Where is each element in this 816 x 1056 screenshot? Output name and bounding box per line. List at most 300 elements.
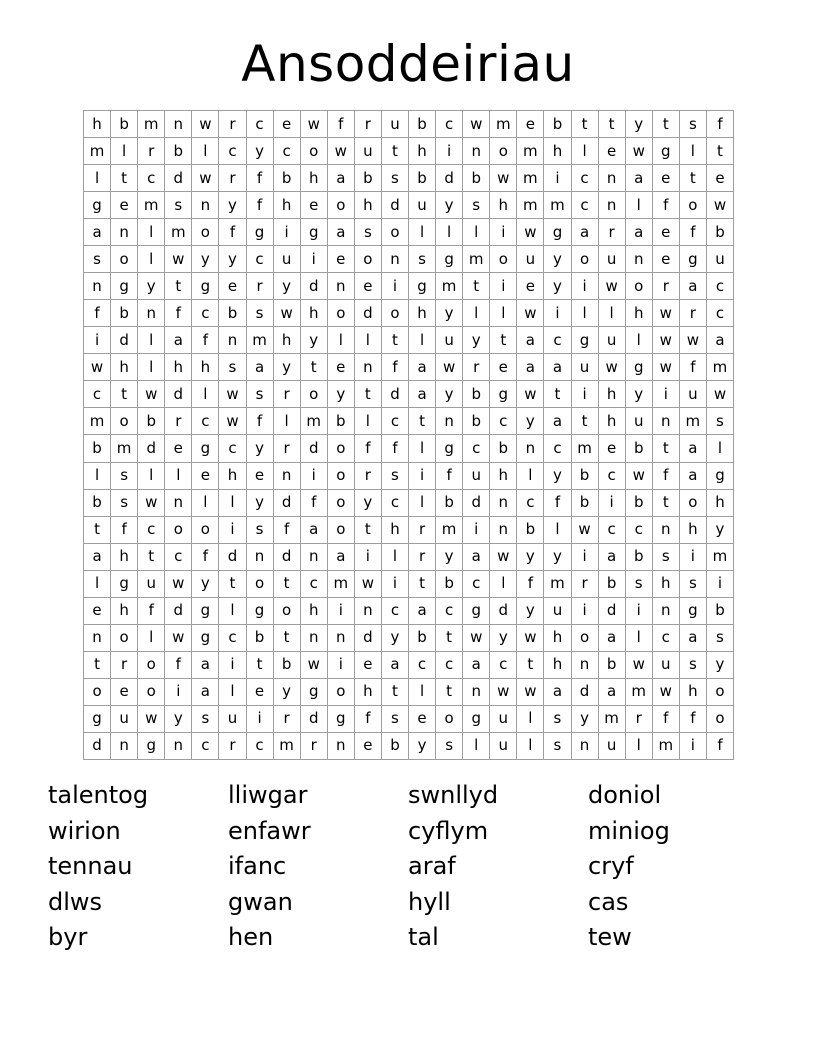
grid-cell[interactable]: w — [192, 111, 219, 138]
grid-cell[interactable]: y — [247, 435, 274, 462]
grid-cell[interactable]: y — [626, 111, 653, 138]
grid-cell[interactable]: l — [138, 327, 165, 354]
grid-cell[interactable]: t — [599, 111, 626, 138]
grid-cell[interactable]: u — [680, 381, 707, 408]
grid-cell[interactable]: t — [707, 138, 734, 165]
grid-cell[interactable]: s — [247, 381, 274, 408]
grid-cell[interactable]: a — [409, 381, 436, 408]
grid-cell[interactable]: y — [165, 706, 192, 733]
grid-cell[interactable]: r — [247, 273, 274, 300]
grid-cell[interactable]: t — [111, 381, 138, 408]
grid-cell[interactable]: h — [274, 192, 301, 219]
grid-cell[interactable]: o — [490, 246, 517, 273]
grid-cell[interactable]: a — [544, 679, 571, 706]
grid-cell[interactable]: i — [544, 165, 571, 192]
grid-cell[interactable]: b — [707, 219, 734, 246]
grid-cell[interactable]: i — [490, 219, 517, 246]
grid-cell[interactable]: h — [490, 192, 517, 219]
grid-cell[interactable]: c — [165, 544, 192, 571]
grid-cell[interactable]: w — [572, 517, 599, 544]
grid-cell[interactable]: d — [84, 733, 111, 760]
grid-cell[interactable]: t — [436, 625, 463, 652]
grid-cell[interactable]: b — [247, 625, 274, 652]
grid-cell[interactable]: s — [219, 354, 246, 381]
grid-cell[interactable]: o — [301, 138, 328, 165]
grid-cell[interactable]: b — [572, 463, 599, 490]
grid-cell[interactable]: l — [599, 300, 626, 327]
grid-cell[interactable]: l — [355, 408, 382, 435]
grid-cell[interactable]: y — [626, 381, 653, 408]
grid-cell[interactable]: d — [301, 435, 328, 462]
grid-cell[interactable]: s — [192, 706, 219, 733]
grid-cell[interactable]: w — [517, 625, 544, 652]
grid-cell[interactable]: m — [599, 706, 626, 733]
grid-cell[interactable]: a — [382, 652, 409, 679]
grid-cell[interactable]: n — [599, 192, 626, 219]
grid-cell[interactable]: r — [301, 733, 328, 760]
grid-cell[interactable]: l — [572, 138, 599, 165]
grid-cell[interactable]: d — [382, 381, 409, 408]
grid-cell[interactable]: o — [572, 246, 599, 273]
grid-cell[interactable]: o — [680, 192, 707, 219]
grid-cell[interactable]: c — [382, 598, 409, 625]
grid-cell[interactable]: l — [436, 219, 463, 246]
grid-cell[interactable]: t — [517, 652, 544, 679]
grid-cell[interactable]: e — [490, 354, 517, 381]
grid-cell[interactable]: h — [680, 517, 707, 544]
grid-cell[interactable]: s — [680, 571, 707, 598]
grid-cell[interactable]: y — [436, 300, 463, 327]
grid-cell[interactable]: n — [517, 435, 544, 462]
grid-cell[interactable]: l — [274, 408, 301, 435]
grid-cell[interactable]: e — [653, 219, 680, 246]
grid-cell[interactable]: f — [247, 165, 274, 192]
grid-cell[interactable]: i — [680, 544, 707, 571]
grid-cell[interactable]: a — [544, 408, 571, 435]
grid-cell[interactable]: c — [517, 490, 544, 517]
grid-cell[interactable]: h — [490, 463, 517, 490]
grid-cell[interactable]: f — [355, 706, 382, 733]
grid-cell[interactable]: a — [599, 625, 626, 652]
grid-cell[interactable]: a — [680, 273, 707, 300]
grid-cell[interactable]: y — [490, 625, 517, 652]
grid-cell[interactable]: r — [599, 219, 626, 246]
grid-cell[interactable]: s — [707, 408, 734, 435]
grid-cell[interactable]: m — [111, 435, 138, 462]
grid-cell[interactable]: m — [165, 219, 192, 246]
grid-cell[interactable]: l — [626, 625, 653, 652]
grid-cell[interactable]: t — [653, 435, 680, 462]
grid-cell[interactable]: h — [111, 354, 138, 381]
grid-cell[interactable]: n — [328, 733, 355, 760]
grid-cell[interactable]: c — [707, 300, 734, 327]
grid-cell[interactable]: e — [355, 273, 382, 300]
grid-cell[interactable]: o — [247, 571, 274, 598]
grid-cell[interactable]: e — [409, 706, 436, 733]
grid-cell[interactable]: u — [382, 111, 409, 138]
grid-cell[interactable]: i — [409, 463, 436, 490]
grid-cell[interactable]: t — [274, 571, 301, 598]
grid-cell[interactable]: m — [436, 273, 463, 300]
grid-cell[interactable]: c — [247, 733, 274, 760]
grid-cell[interactable]: e — [707, 165, 734, 192]
grid-cell[interactable]: g — [680, 598, 707, 625]
grid-cell[interactable]: w — [599, 354, 626, 381]
grid-cell[interactable]: d — [165, 165, 192, 192]
grid-cell[interactable]: y — [517, 408, 544, 435]
grid-cell[interactable]: a — [544, 354, 571, 381]
grid-cell[interactable]: y — [544, 463, 571, 490]
grid-cell[interactable]: h — [599, 381, 626, 408]
grid-cell[interactable]: s — [544, 733, 571, 760]
grid-cell[interactable]: n — [490, 517, 517, 544]
grid-cell[interactable]: w — [165, 571, 192, 598]
grid-cell[interactable]: g — [247, 219, 274, 246]
grid-cell[interactable]: i — [463, 517, 490, 544]
grid-cell[interactable]: c — [247, 111, 274, 138]
grid-cell[interactable]: a — [409, 598, 436, 625]
grid-cell[interactable]: d — [355, 300, 382, 327]
grid-cell[interactable]: l — [138, 354, 165, 381]
grid-cell[interactable]: d — [463, 490, 490, 517]
grid-cell[interactable]: u — [490, 706, 517, 733]
grid-cell[interactable]: g — [409, 273, 436, 300]
grid-cell[interactable]: c — [490, 408, 517, 435]
grid-cell[interactable]: f — [247, 192, 274, 219]
grid-cell[interactable]: f — [274, 517, 301, 544]
grid-cell[interactable]: r — [409, 517, 436, 544]
grid-cell[interactable]: e — [599, 435, 626, 462]
grid-cell[interactable]: w — [517, 381, 544, 408]
grid-cell[interactable]: t — [572, 111, 599, 138]
grid-cell[interactable]: f — [138, 598, 165, 625]
grid-cell[interactable]: c — [436, 598, 463, 625]
grid-cell[interactable]: w — [165, 625, 192, 652]
grid-cell[interactable]: y — [219, 192, 246, 219]
grid-cell[interactable]: h — [409, 300, 436, 327]
grid-cell[interactable]: f — [653, 463, 680, 490]
grid-cell[interactable]: a — [572, 219, 599, 246]
grid-cell[interactable]: h — [653, 571, 680, 598]
grid-cell[interactable]: a — [680, 625, 707, 652]
grid-cell[interactable]: s — [544, 706, 571, 733]
grid-cell[interactable]: w — [301, 652, 328, 679]
grid-cell[interactable]: w — [490, 544, 517, 571]
grid-cell[interactable]: l — [84, 571, 111, 598]
grid-cell[interactable]: w — [626, 652, 653, 679]
grid-cell[interactable]: m — [328, 571, 355, 598]
grid-cell[interactable]: u — [355, 138, 382, 165]
grid-cell[interactable]: o — [84, 679, 111, 706]
grid-cell[interactable]: g — [84, 706, 111, 733]
grid-cell[interactable]: e — [355, 652, 382, 679]
grid-cell[interactable]: l — [517, 733, 544, 760]
grid-cell[interactable]: i — [653, 381, 680, 408]
grid-cell[interactable]: l — [84, 165, 111, 192]
grid-cell[interactable]: u — [138, 571, 165, 598]
grid-cell[interactable]: i — [626, 598, 653, 625]
grid-cell[interactable]: e — [274, 111, 301, 138]
grid-cell[interactable]: b — [111, 111, 138, 138]
grid-cell[interactable]: n — [192, 192, 219, 219]
grid-cell[interactable]: o — [382, 300, 409, 327]
grid-cell[interactable]: u — [274, 246, 301, 273]
grid-cell[interactable]: s — [653, 544, 680, 571]
grid-cell[interactable]: o — [328, 435, 355, 462]
grid-cell[interactable]: g — [192, 273, 219, 300]
grid-cell[interactable]: a — [680, 463, 707, 490]
grid-cell[interactable]: g — [111, 571, 138, 598]
grid-cell[interactable]: m — [84, 408, 111, 435]
grid-cell[interactable]: l — [192, 490, 219, 517]
grid-cell[interactable]: l — [626, 327, 653, 354]
grid-cell[interactable]: l — [517, 706, 544, 733]
grid-cell[interactable]: h — [165, 354, 192, 381]
grid-cell[interactable]: s — [626, 571, 653, 598]
grid-cell[interactable]: h — [599, 408, 626, 435]
grid-cell[interactable]: i — [572, 273, 599, 300]
grid-cell[interactable]: y — [138, 273, 165, 300]
grid-cell[interactable]: h — [301, 300, 328, 327]
grid-cell[interactable]: r — [138, 138, 165, 165]
grid-cell[interactable]: t — [653, 490, 680, 517]
grid-cell[interactable]: t — [463, 273, 490, 300]
grid-cell[interactable]: a — [328, 219, 355, 246]
grid-cell[interactable]: s — [680, 652, 707, 679]
grid-cell[interactable]: b — [544, 111, 571, 138]
grid-cell[interactable]: n — [572, 733, 599, 760]
grid-cell[interactable]: b — [490, 435, 517, 462]
grid-cell[interactable]: l — [219, 598, 246, 625]
grid-cell[interactable]: u — [463, 463, 490, 490]
grid-cell[interactable]: o — [328, 463, 355, 490]
grid-cell[interactable]: f — [301, 490, 328, 517]
grid-cell[interactable]: m — [490, 111, 517, 138]
grid-cell[interactable]: c — [653, 625, 680, 652]
grid-cell[interactable]: w — [436, 354, 463, 381]
grid-cell[interactable]: g — [301, 679, 328, 706]
grid-cell[interactable]: n — [274, 463, 301, 490]
grid-cell[interactable]: o — [490, 138, 517, 165]
grid-cell[interactable]: c — [219, 625, 246, 652]
grid-cell[interactable]: c — [192, 408, 219, 435]
grid-cell[interactable]: o — [382, 219, 409, 246]
grid-cell[interactable]: r — [274, 435, 301, 462]
grid-cell[interactable]: r — [355, 111, 382, 138]
grid-cell[interactable]: h — [111, 598, 138, 625]
grid-cell[interactable]: y — [517, 544, 544, 571]
grid-cell[interactable]: c — [626, 517, 653, 544]
grid-cell[interactable]: g — [192, 625, 219, 652]
grid-cell[interactable]: b — [599, 571, 626, 598]
grid-cell[interactable]: w — [192, 165, 219, 192]
grid-cell[interactable]: c — [599, 517, 626, 544]
grid-cell[interactable]: o — [707, 706, 734, 733]
grid-cell[interactable]: g — [490, 381, 517, 408]
grid-cell[interactable]: s — [355, 219, 382, 246]
grid-cell[interactable]: w — [653, 679, 680, 706]
grid-cell[interactable]: b — [463, 408, 490, 435]
grid-cell[interactable]: l — [192, 381, 219, 408]
grid-cell[interactable]: t — [382, 138, 409, 165]
grid-cell[interactable]: l — [626, 192, 653, 219]
grid-cell[interactable]: b — [517, 517, 544, 544]
grid-cell[interactable]: b — [436, 490, 463, 517]
grid-cell[interactable]: i — [544, 300, 571, 327]
grid-cell[interactable]: e — [247, 679, 274, 706]
grid-cell[interactable]: c — [219, 435, 246, 462]
grid-cell[interactable]: i — [382, 273, 409, 300]
grid-cell[interactable]: c — [544, 435, 571, 462]
grid-cell[interactable]: l — [138, 219, 165, 246]
grid-cell[interactable]: t — [382, 679, 409, 706]
grid-cell[interactable]: n — [355, 598, 382, 625]
grid-cell[interactable]: d — [111, 327, 138, 354]
grid-cell[interactable]: f — [328, 111, 355, 138]
grid-cell[interactable]: i — [355, 544, 382, 571]
grid-cell[interactable]: c — [247, 246, 274, 273]
grid-cell[interactable]: m — [572, 435, 599, 462]
grid-cell[interactable]: a — [599, 679, 626, 706]
grid-cell[interactable]: r — [355, 463, 382, 490]
grid-cell[interactable]: w — [626, 138, 653, 165]
grid-cell[interactable]: h — [707, 490, 734, 517]
grid-cell[interactable]: t — [409, 408, 436, 435]
grid-cell[interactable]: n — [626, 246, 653, 273]
grid-cell[interactable]: b — [274, 652, 301, 679]
grid-cell[interactable]: i — [599, 490, 626, 517]
grid-cell[interactable]: t — [680, 165, 707, 192]
grid-cell[interactable]: g — [626, 354, 653, 381]
grid-cell[interactable]: t — [436, 679, 463, 706]
grid-cell[interactable]: n — [599, 165, 626, 192]
grid-cell[interactable]: y — [544, 273, 571, 300]
grid-cell[interactable]: t — [544, 381, 571, 408]
grid-cell[interactable]: a — [707, 327, 734, 354]
grid-cell[interactable]: b — [328, 408, 355, 435]
grid-cell[interactable]: l — [707, 435, 734, 462]
grid-cell[interactable]: w — [490, 165, 517, 192]
grid-cell[interactable]: i — [247, 706, 274, 733]
grid-cell[interactable]: o — [328, 490, 355, 517]
grid-cell[interactable]: g — [463, 706, 490, 733]
grid-cell[interactable]: a — [626, 165, 653, 192]
grid-cell[interactable]: h — [355, 679, 382, 706]
grid-cell[interactable]: y — [192, 246, 219, 273]
grid-cell[interactable]: b — [138, 408, 165, 435]
grid-cell[interactable]: n — [572, 652, 599, 679]
grid-cell[interactable]: b — [84, 435, 111, 462]
grid-cell[interactable]: b — [84, 490, 111, 517]
grid-cell[interactable]: w — [274, 300, 301, 327]
grid-cell[interactable]: g — [301, 219, 328, 246]
grid-cell[interactable]: o — [111, 408, 138, 435]
grid-cell[interactable]: e — [517, 111, 544, 138]
grid-cell[interactable]: h — [274, 327, 301, 354]
grid-cell[interactable]: a — [192, 679, 219, 706]
grid-cell[interactable]: b — [707, 598, 734, 625]
grid-cell[interactable]: i — [301, 463, 328, 490]
grid-cell[interactable]: m — [544, 571, 571, 598]
grid-cell[interactable]: m — [653, 733, 680, 760]
grid-cell[interactable]: w — [626, 463, 653, 490]
grid-cell[interactable]: g — [463, 598, 490, 625]
grid-cell[interactable]: n — [165, 490, 192, 517]
grid-cell[interactable]: l — [490, 571, 517, 598]
grid-cell[interactable]: t — [84, 517, 111, 544]
grid-cell[interactable]: a — [517, 354, 544, 381]
grid-cell[interactable]: l — [626, 733, 653, 760]
grid-cell[interactable]: w — [165, 246, 192, 273]
grid-cell[interactable]: u — [219, 706, 246, 733]
grid-cell[interactable]: m — [301, 408, 328, 435]
grid-cell[interactable]: w — [463, 625, 490, 652]
grid-cell[interactable]: o — [572, 625, 599, 652]
grid-cell[interactable]: b — [626, 490, 653, 517]
grid-cell[interactable]: w — [138, 706, 165, 733]
grid-cell[interactable]: d — [599, 598, 626, 625]
grid-cell[interactable]: a — [247, 354, 274, 381]
grid-cell[interactable]: h — [544, 138, 571, 165]
grid-cell[interactable]: l — [409, 327, 436, 354]
grid-cell[interactable]: n — [84, 273, 111, 300]
grid-cell[interactable]: b — [165, 138, 192, 165]
grid-cell[interactable]: g — [572, 327, 599, 354]
grid-cell[interactable]: o — [328, 300, 355, 327]
grid-cell[interactable]: n — [301, 544, 328, 571]
grid-cell[interactable]: d — [274, 490, 301, 517]
grid-cell[interactable]: w — [490, 679, 517, 706]
grid-cell[interactable]: h — [301, 598, 328, 625]
grid-cell[interactable]: u — [517, 246, 544, 273]
grid-cell[interactable]: w — [219, 381, 246, 408]
grid-cell[interactable]: n — [138, 300, 165, 327]
grid-cell[interactable]: o — [328, 517, 355, 544]
grid-cell[interactable]: b — [219, 300, 246, 327]
grid-cell[interactable]: t — [301, 354, 328, 381]
grid-cell[interactable]: l — [219, 679, 246, 706]
grid-cell[interactable]: w — [599, 273, 626, 300]
grid-cell[interactable]: i — [219, 652, 246, 679]
grid-cell[interactable]: h — [301, 165, 328, 192]
grid-cell[interactable]: a — [463, 652, 490, 679]
grid-cell[interactable]: a — [328, 165, 355, 192]
grid-cell[interactable]: b — [436, 571, 463, 598]
grid-cell[interactable]: e — [301, 192, 328, 219]
grid-cell[interactable]: y — [247, 490, 274, 517]
grid-cell[interactable]: m — [84, 138, 111, 165]
grid-cell[interactable]: a — [517, 327, 544, 354]
grid-cell[interactable]: i — [572, 598, 599, 625]
grid-cell[interactable]: o — [328, 679, 355, 706]
grid-cell[interactable]: r — [165, 408, 192, 435]
grid-cell[interactable]: l — [680, 138, 707, 165]
grid-cell[interactable]: l — [463, 219, 490, 246]
grid-cell[interactable]: n — [165, 111, 192, 138]
grid-cell[interactable]: e — [599, 138, 626, 165]
grid-cell[interactable]: n — [653, 598, 680, 625]
grid-cell[interactable]: y — [274, 273, 301, 300]
grid-cell[interactable]: r — [463, 354, 490, 381]
grid-cell[interactable]: c — [544, 327, 571, 354]
grid-cell[interactable]: w — [328, 138, 355, 165]
grid-cell[interactable]: w — [219, 408, 246, 435]
grid-cell[interactable]: a — [301, 517, 328, 544]
grid-cell[interactable]: a — [165, 327, 192, 354]
grid-cell[interactable]: n — [490, 490, 517, 517]
grid-cell[interactable]: u — [490, 733, 517, 760]
grid-cell[interactable]: d — [274, 544, 301, 571]
